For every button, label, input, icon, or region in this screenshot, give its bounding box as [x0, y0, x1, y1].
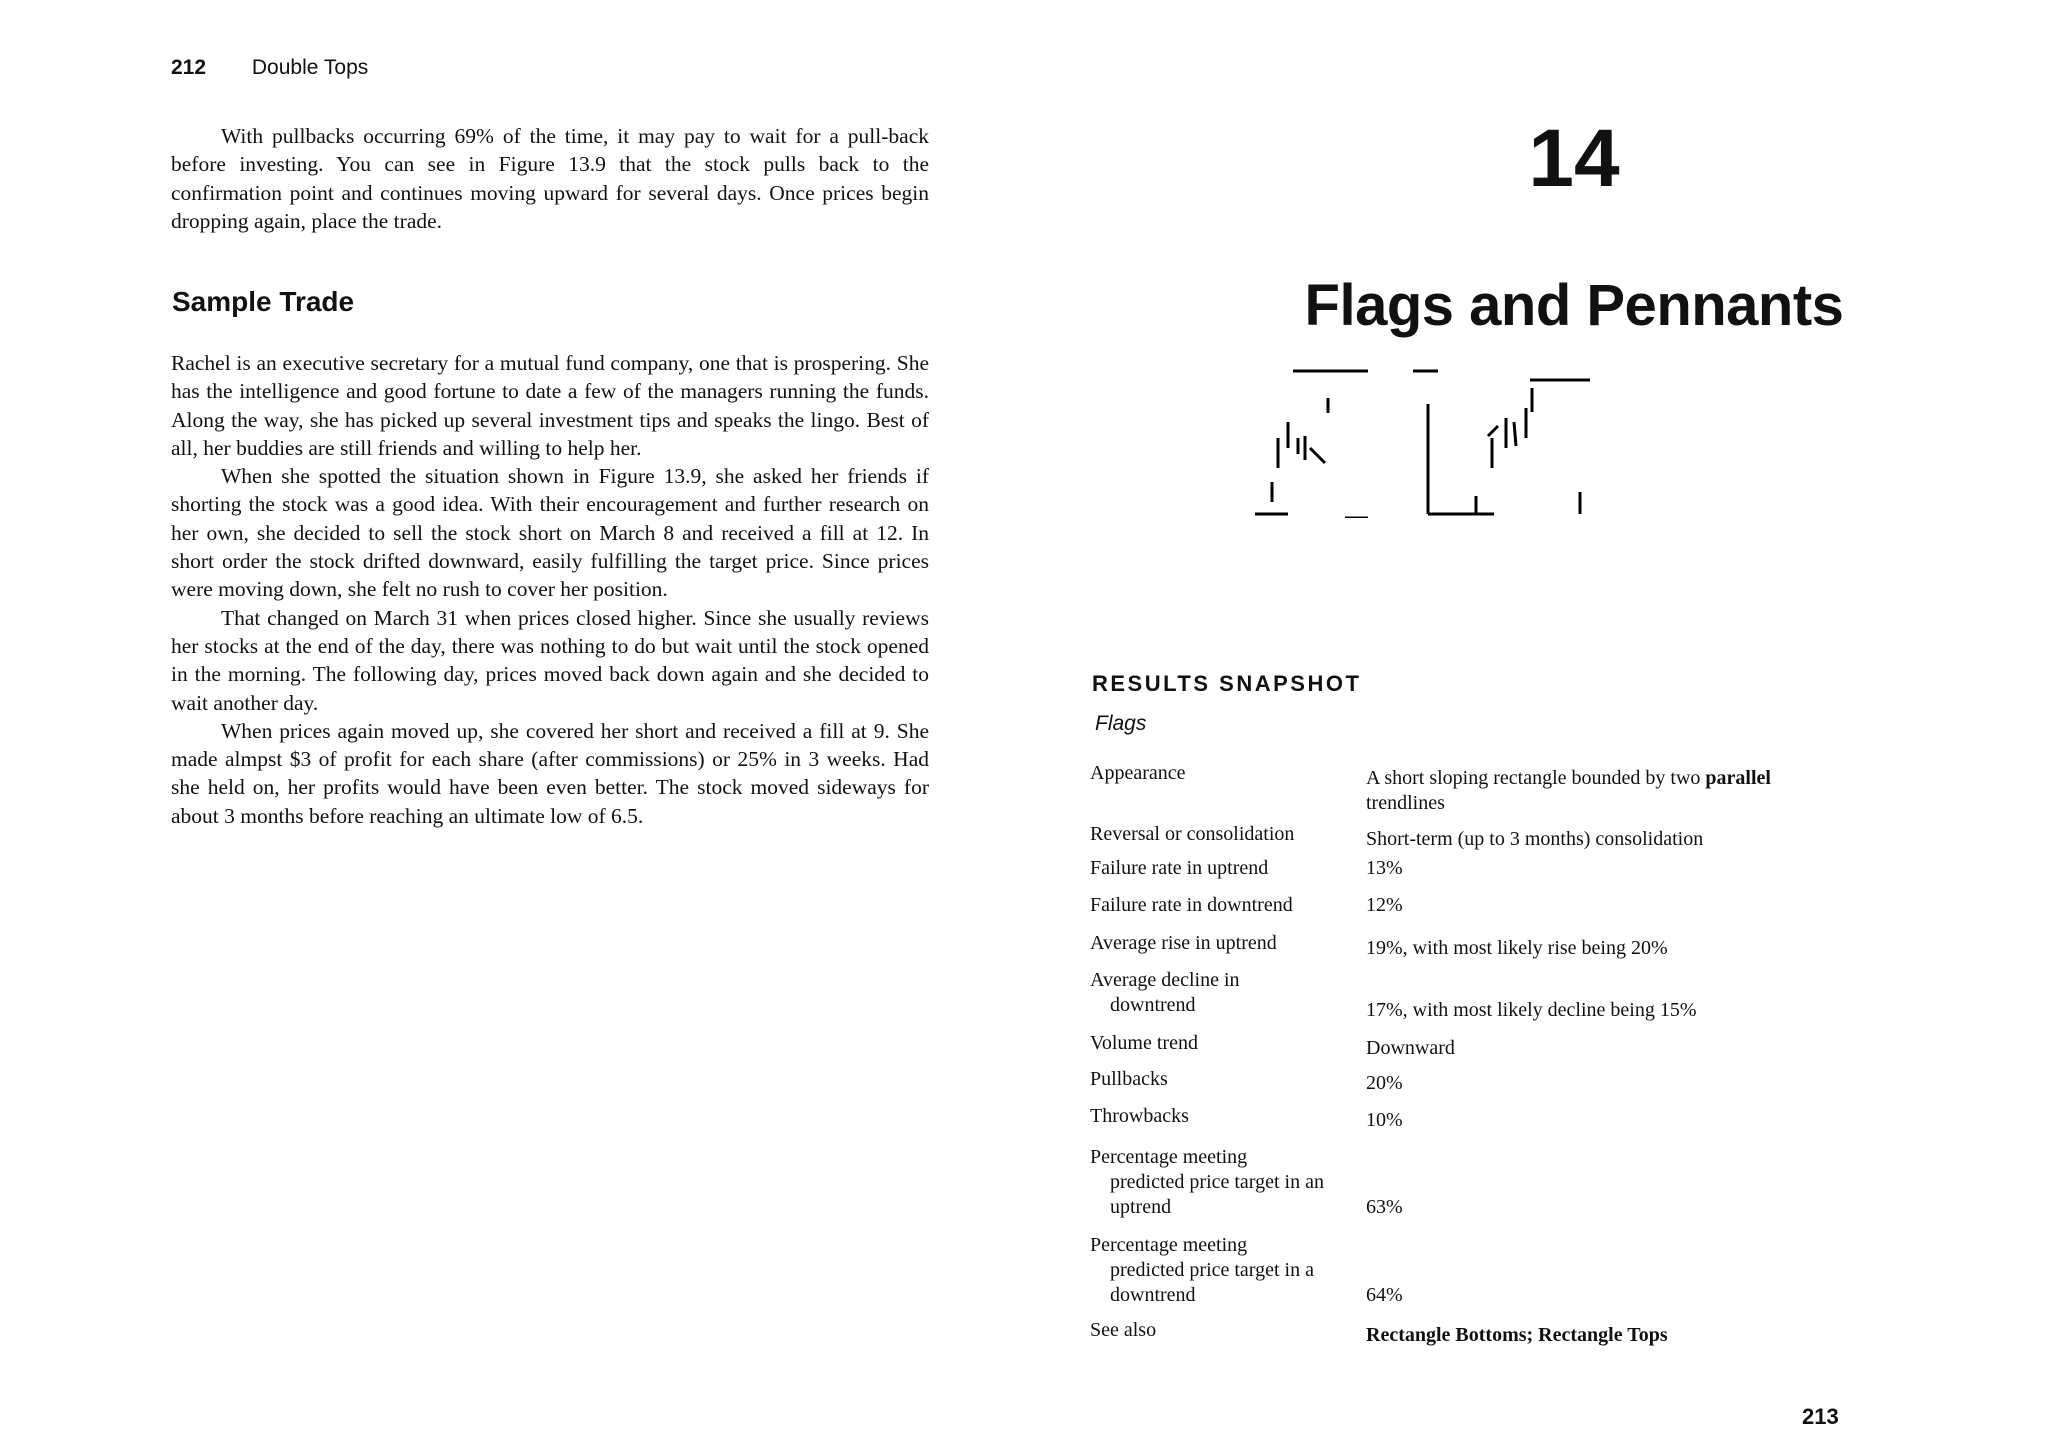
- results-value-continuation: trendlines: [1366, 792, 1445, 814]
- page-number-right: 213: [1802, 1404, 1839, 1429]
- results-label-continuation: predicted price target in a downtrend: [1110, 1259, 1314, 1306]
- results-row-label: [1090, 1104, 1350, 1129]
- results-label-text: Pullbacks: [1090, 1068, 1168, 1090]
- results-value-text: Short-term (up to 3 months) consolidation: [1366, 828, 1704, 850]
- trade-paragraph: Rachel is an executive secretary for a mutual fund company, one that is prospering. She has the intelligence and good fortune to date a few of the managers running the funds. Along the way, she has picked up several investment tips and speaks the lingo. Best of all, her buddies are still friends and willing to help her.: [171, 351, 929, 460]
- results-value-text: 17%, with most likely decline being 15%: [1366, 999, 1697, 1021]
- results-row-value: [1366, 1036, 1866, 1061]
- results-label-text: Average rise in uptrend: [1090, 932, 1277, 954]
- trade-paragraph: When she spotted the situation shown in Figure 13.9, she asked her friends if shorting the stock was a good idea. With their encouragement and further research on her own, she decided to sell the stock short on March 8 and received a fill at 12. In short order the stock drifted downward, easily fulfilling the target price. Since prices were moving down, she felt no rush to cover her position.: [171, 464, 929, 602]
- results-label-continuation: predicted price target in an uptrend: [1110, 1171, 1324, 1218]
- results-label-text: Volume trend: [1090, 1032, 1198, 1054]
- intro-text: [171, 122, 929, 235]
- results-value-text: A short sloping rectangle bounded by two: [1366, 767, 1706, 789]
- chapter-number: 14: [1528, 113, 1620, 204]
- trade-paragraph: When prices again moved up, she covered her short and received a fill at 9. She made almpst $3 of profit for each share (after commissions) or 25% in 3 weeks. Had she held on, her profits would have been even better. The stock moved sideways for about 3 months before reaching an ultimate low of 6.5.: [171, 718, 929, 828]
- results-row-label: [1090, 822, 1350, 847]
- results-row-label: [1090, 931, 1350, 956]
- results-snapshot-heading: RESULTS SNAPSHOT: [1092, 671, 1362, 696]
- results-row-label: [1090, 761, 1350, 786]
- results-row-value: [1366, 893, 1866, 918]
- results-label-text: Failure rate in uptrend: [1090, 857, 1269, 879]
- results-row-label: [1090, 1145, 1350, 1220]
- results-row-label: [1090, 1318, 1350, 1343]
- results-row-value: [1366, 766, 1866, 816]
- results-label-text: Percentage meeting: [1090, 1146, 1248, 1168]
- running-head-title: Double Tops: [251, 56, 369, 79]
- results-value-text: Downward: [1366, 1037, 1455, 1059]
- results-value-text: 63%: [1366, 1196, 1403, 1218]
- results-label-text: See also: [1090, 1319, 1157, 1341]
- results-row-value: [1366, 998, 1866, 1023]
- results-row-label: [1090, 1067, 1350, 1092]
- results-value-text: 64%: [1366, 1284, 1403, 1306]
- section-heading: Sample Trade: [172, 286, 355, 317]
- results-value-text: 10%: [1366, 1109, 1403, 1131]
- results-row-label: [1090, 1031, 1350, 1056]
- results-label-text: Percentage meeting: [1090, 1234, 1248, 1256]
- results-row-value: [1366, 1323, 1866, 1348]
- results-row-value: [1366, 827, 1866, 852]
- chapter-title: Flags and Pennants: [1304, 273, 1844, 338]
- results-value-bold: Rectangle Bottoms; Rectangle Tops: [1366, 1324, 1668, 1346]
- results-label-text: Average decline in: [1090, 969, 1240, 991]
- results-row-value: [1366, 1071, 1866, 1096]
- intro-paragraph: With pullbacks occurring 69% of the time, it may pay to wait for a pull-back before investing. You can see in Figure 13.9 that the stock pulls back to the confirmation point and continues moving upward for several days. Once prices begin dropping again, place the trade.: [171, 124, 929, 233]
- results-label-text: Failure rate in downtrend: [1090, 894, 1293, 916]
- results-row-label: [1090, 856, 1350, 881]
- results-row-label: [1090, 893, 1350, 918]
- results-row-value: [1366, 1283, 1866, 1308]
- results-value-text: 13%: [1366, 857, 1403, 879]
- trade-paragraph: That changed on March 31 when prices closed higher. Since she usually reviews her stocks at the end of the day, there was nothing to do but wait until the stock opened in the morning. The following day, prices moved back down again and she decided to wait another day.: [171, 605, 929, 715]
- results-label-continuation: downtrend: [1110, 994, 1196, 1016]
- running-head: [171, 56, 368, 80]
- sample-trade-text: [171, 349, 929, 830]
- results-row-label: [1090, 968, 1350, 1018]
- results-value-bold: parallel: [1705, 767, 1771, 789]
- results-row-value: [1366, 936, 1866, 961]
- results-row-value: [1366, 1195, 1866, 1220]
- results-row-value: [1366, 1108, 1866, 1133]
- results-value-text: 12%: [1366, 894, 1403, 916]
- results-row-value: [1366, 856, 1866, 881]
- results-label-text: Reversal or consolidation: [1090, 823, 1295, 845]
- results-row-label: [1090, 1233, 1350, 1308]
- results-snapshot-subheading: Flags: [1095, 712, 1147, 735]
- page-number: 212: [171, 56, 207, 79]
- right-page: [1024, 0, 2048, 1451]
- flag-pennant-illustration: [1250, 368, 1720, 518]
- results-label-text: Appearance: [1090, 762, 1186, 784]
- results-value-text: 19%, with most likely rise being 20%: [1366, 937, 1668, 959]
- results-label-text: Throwbacks: [1090, 1105, 1189, 1127]
- results-value-text: 20%: [1366, 1072, 1403, 1094]
